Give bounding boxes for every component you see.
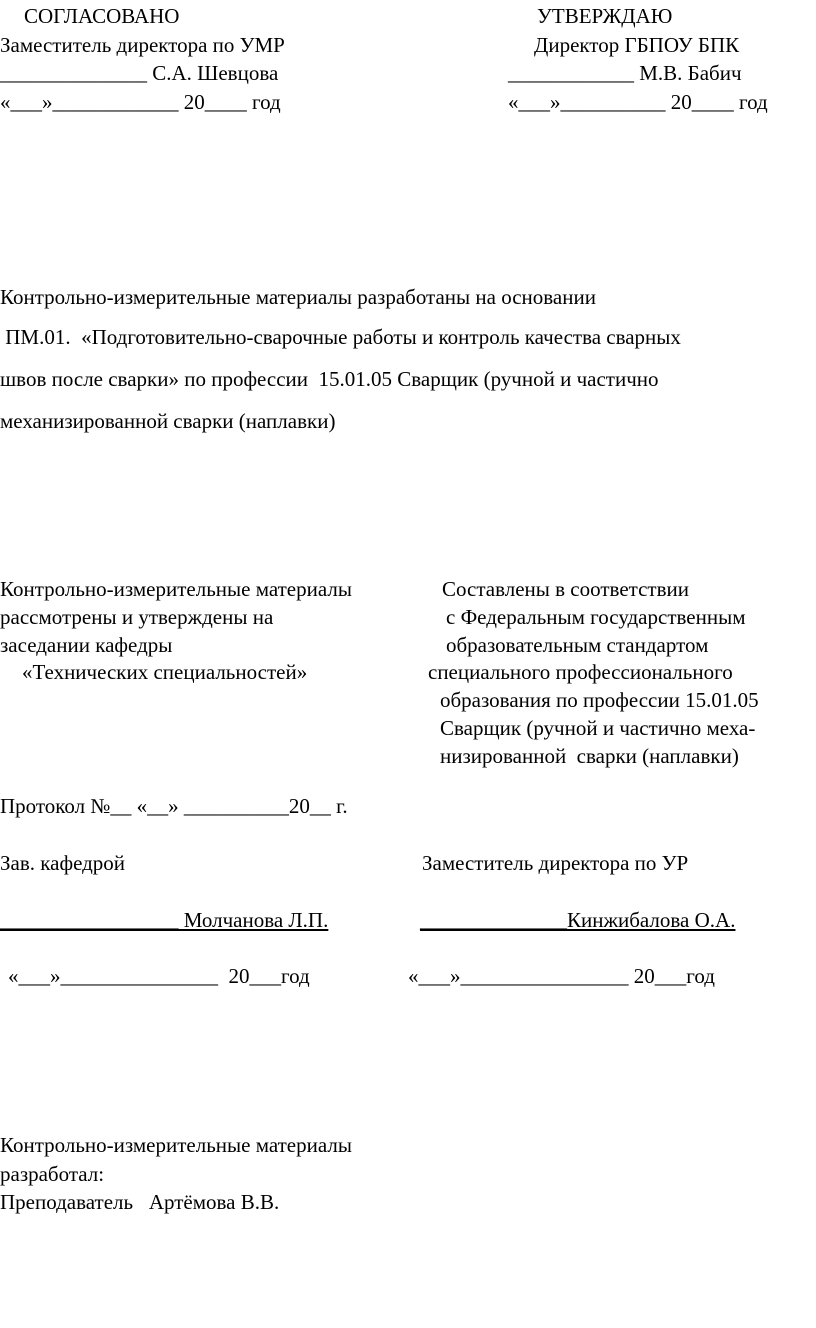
review-left-line-1: Контрольно-измерительные материалы: [0, 577, 352, 601]
deputy-director-title: Заместитель директора по УР: [422, 851, 689, 875]
head-of-department-date: «___»_______________ 20___год: [8, 964, 310, 988]
approval-right-signature: ____________ М.В. Бабич: [508, 61, 742, 85]
author-line-2: разработал:: [0, 1162, 105, 1186]
approval-right-date: «___»__________ 20____ год: [508, 90, 768, 114]
review-right-line-7: низированной сварки (наплавки): [440, 744, 739, 768]
basis-line-3: швов после сварки» по профессии 15.01.05 Сварщик (ручной и частично: [0, 367, 659, 391]
approval-left-signature: ______________ С.А. Шевцова: [0, 61, 279, 85]
review-right-line-3: образовательным стандартом: [446, 633, 709, 657]
review-right-line-5: образования по профессии 15.01.05: [440, 688, 759, 712]
head-of-department-signature: _________________ Молчанова Л.П.: [0, 908, 329, 932]
review-right-line-6: Сварщик (ручной и частично меха-: [440, 716, 756, 740]
basis-line-1: Контрольно-измерительные материалы разработаны на основании: [0, 285, 596, 309]
review-right-line-2: с Федеральным государственным: [446, 605, 746, 629]
deputy-director-date: «___»________________ 20___год: [408, 964, 715, 988]
author-line-1: Контрольно-измерительные материалы: [0, 1133, 352, 1157]
basis-line-4: механизированной сварки (наплавки): [0, 409, 336, 433]
approval-left-position: Заместитель директора по УМР: [0, 33, 285, 57]
deputy-director-signature: ______________Кинжибалова О.А.: [420, 908, 736, 932]
review-left-line-4: «Технических специальностей»: [22, 660, 308, 684]
approval-right-heading: УТВЕРЖДАЮ: [537, 4, 673, 28]
approval-left-heading: СОГЛАСОВАНО: [24, 4, 180, 28]
approval-right-position: Директор ГБПОУ БПК: [534, 33, 740, 57]
basis-line-2: ПМ.01. «Подготовительно-сварочные работы и контроль качества сварных: [0, 325, 681, 349]
author-line-3: Преподаватель Артёмова В.В.: [0, 1190, 280, 1214]
review-right-line-4: специального профессионального: [428, 660, 733, 684]
protocol-line: Протокол №__ «__» __________20__ г.: [0, 794, 348, 818]
review-left-line-2: рассмотрены и утверждены на: [0, 605, 274, 629]
review-right-line-1: Составлены в соответствии: [442, 577, 689, 601]
approval-left-date: «___»____________ 20____ год: [0, 90, 281, 114]
head-of-department-title: Зав. кафедрой: [0, 851, 126, 875]
review-left-line-3: заседании кафедры: [0, 633, 173, 657]
